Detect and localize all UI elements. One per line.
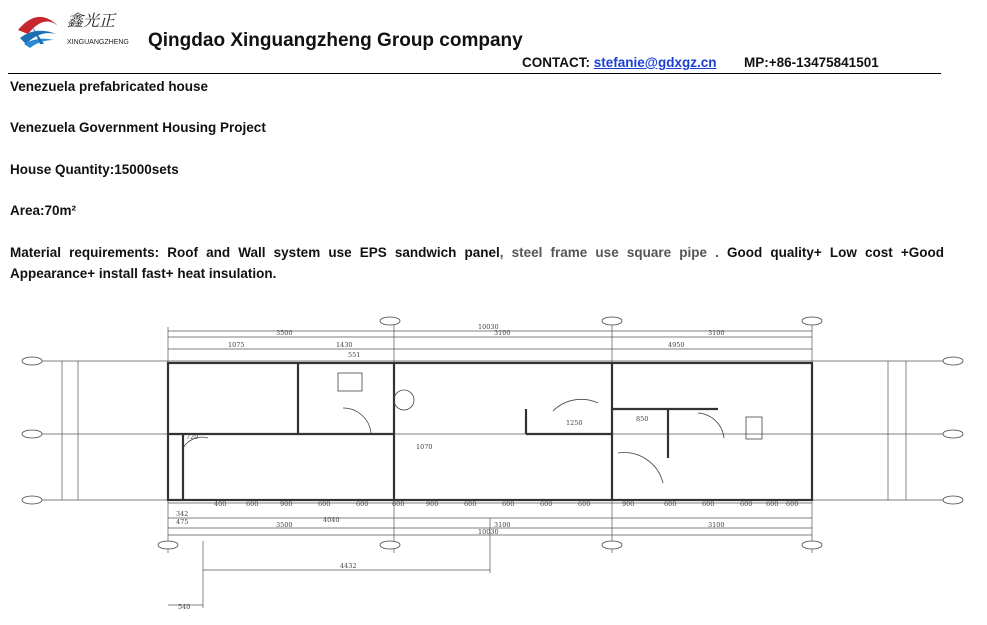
dim-small-1250: 1250 bbox=[566, 419, 583, 427]
dim-misc-4432: 4432 bbox=[340, 562, 357, 570]
dim-bottom-600l: 600 bbox=[766, 500, 779, 508]
dim-small-720: 720 bbox=[186, 433, 199, 441]
dim-top-3500: 3500 bbox=[276, 329, 293, 337]
dim-bottom-600a: 600 bbox=[246, 500, 259, 508]
dim-top-3100b: 3100 bbox=[708, 329, 725, 337]
dim-bottom-600k: 600 bbox=[740, 500, 753, 508]
dim-bottom-600e: 600 bbox=[464, 500, 477, 508]
material-text-c: Good quality+ Low cost +Good Appearance+ install fast+ heat insulation. bbox=[10, 245, 944, 281]
dim-bottom-600h: 600 bbox=[578, 500, 591, 508]
contact-label: CONTACT: bbox=[522, 55, 590, 70]
house-quantity: House Quantity:15000sets bbox=[10, 162, 179, 177]
company-name: Qingdao Xinguangzheng Group company bbox=[148, 30, 523, 51]
dim-small-850: 850 bbox=[636, 415, 649, 423]
dim-small-551: 551 bbox=[348, 351, 361, 359]
dim-bottom2-3100a: 3100 bbox=[494, 521, 511, 529]
dim-top-3100a: 3100 bbox=[494, 329, 511, 337]
dim-bottom-900b: 900 bbox=[426, 500, 439, 508]
dim-bottom-900c: 900 bbox=[622, 500, 635, 508]
dim-misc-475: 475 bbox=[176, 518, 189, 526]
material-text-a: Material requirements: Roof and Wall system use EPS sandwich panel bbox=[10, 245, 500, 260]
dim-bottom-600j: 600 bbox=[702, 500, 715, 508]
doc-title: Venezuela prefabricated house bbox=[10, 79, 209, 94]
header-divider bbox=[8, 73, 941, 74]
dim-bottom-600d: 600 bbox=[392, 500, 405, 508]
email-link[interactable]: stefanie@gdxgz.cn bbox=[593, 55, 717, 70]
dim-top2-4950: 4950 bbox=[668, 341, 685, 349]
dim-bottom-600m: 600 bbox=[786, 500, 799, 508]
dim-bottom-600i: 600 bbox=[664, 500, 677, 508]
logo-english-text: XINGUANGZHENG bbox=[67, 39, 129, 46]
dim-bottom-400: 400 bbox=[214, 500, 227, 508]
dim-misc-342: 342 bbox=[176, 510, 189, 518]
dim-bottom2-10030: 10030 bbox=[478, 528, 499, 536]
mobile-number: MP:+86-13475841501 bbox=[743, 55, 879, 70]
dim-misc-540: 540 bbox=[178, 603, 191, 611]
company-logo bbox=[14, 4, 144, 50]
dim-bottom-600b: 600 bbox=[318, 500, 331, 508]
logo-chinese-text: 鑫光正 bbox=[67, 11, 116, 30]
dim-bottom2-3500: 3500 bbox=[276, 521, 293, 529]
dim-top-10030: 10030 bbox=[478, 323, 499, 331]
material-text-b: , steel frame use square pipe . bbox=[499, 245, 727, 260]
dim-bottom2-3100b: 3100 bbox=[708, 521, 725, 529]
dim-top2-1430: 1430 bbox=[336, 341, 353, 349]
dim-bottom-600c: 600 bbox=[356, 500, 369, 508]
contact-line bbox=[522, 55, 879, 70]
material-requirements bbox=[10, 242, 944, 284]
house-area: Area:70m² bbox=[10, 203, 77, 218]
dim-bottom-900a: 900 bbox=[280, 500, 293, 508]
dim-bottom-600f: 600 bbox=[502, 500, 515, 508]
dim-bottom-600g: 600 bbox=[540, 500, 553, 508]
dim-bottom2-4040: 4040 bbox=[323, 516, 340, 524]
dim-small-1070: 1070 bbox=[416, 443, 433, 451]
floor-plan-drawing bbox=[18, 313, 968, 613]
project-name: Venezuela Government Housing Project bbox=[10, 120, 266, 135]
dim-top2-1075: 1075 bbox=[228, 341, 245, 349]
